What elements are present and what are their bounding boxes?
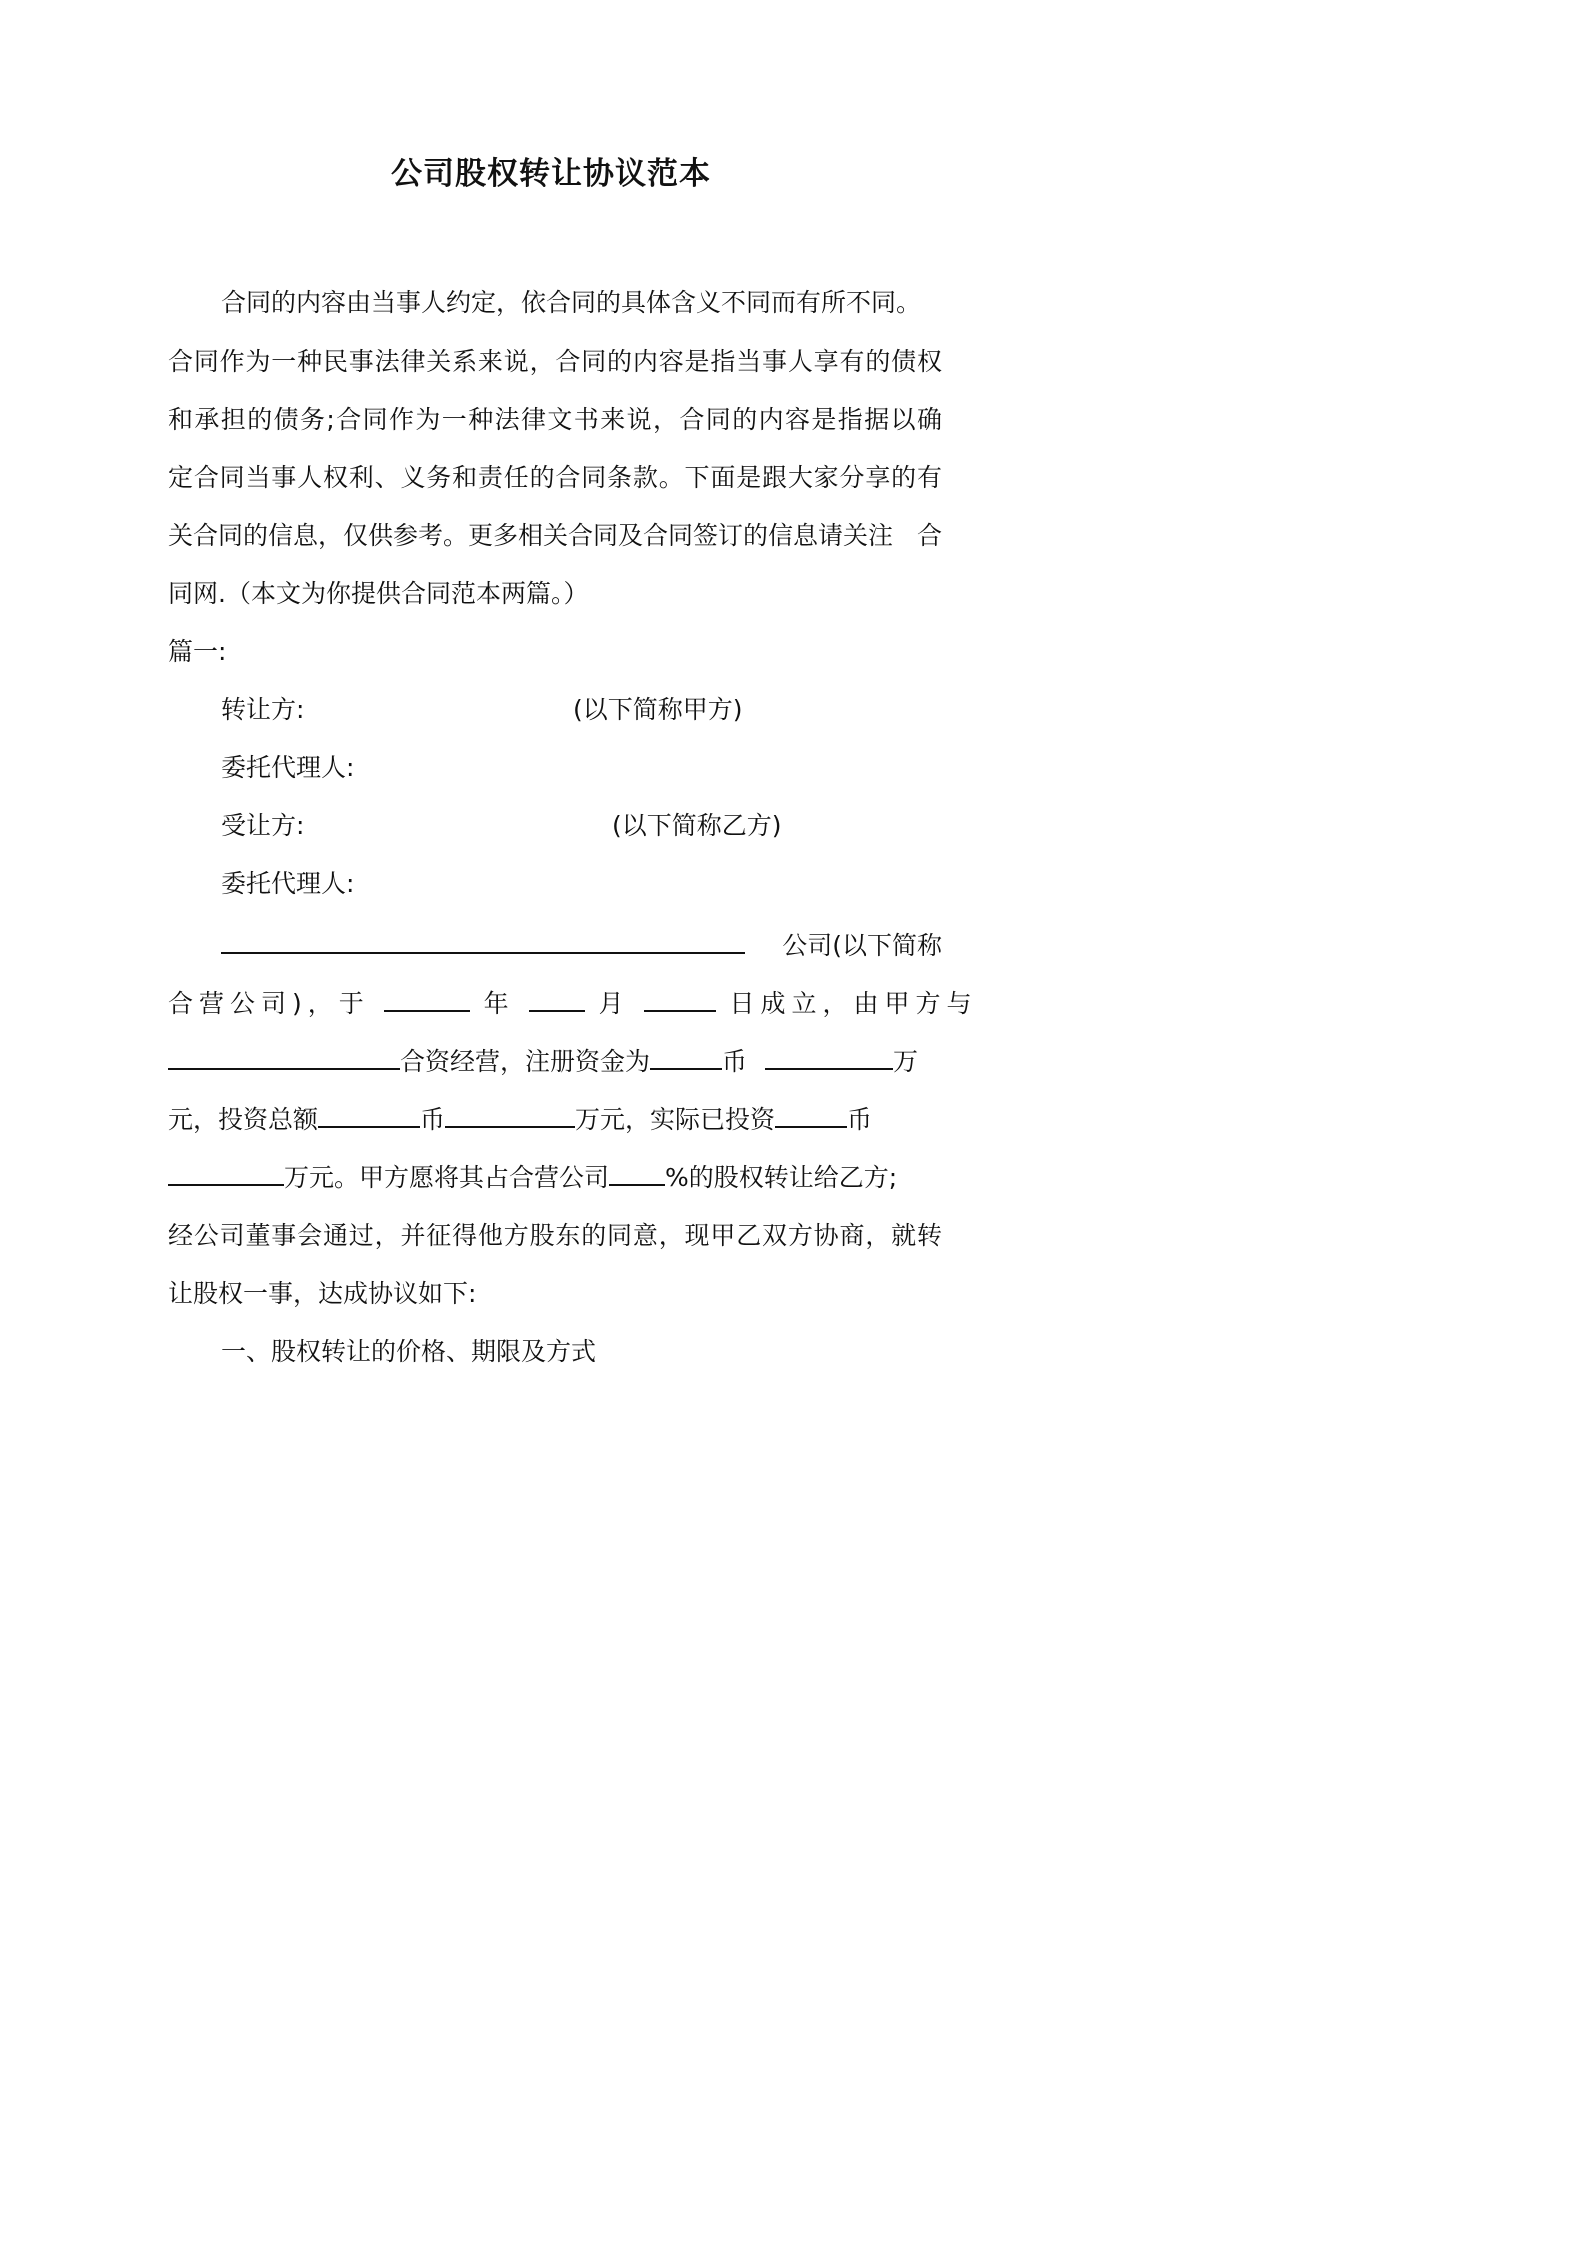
transferee-label: 受让方: [221,811,305,840]
year-blank [384,986,470,1012]
body-line-5-a: 万元。甲方愿将其占合营公司 [284,1163,610,1192]
body-line-3-c: 万 [892,1047,918,1076]
body-line-3 [168,1044,942,1080]
registered-currency-blank [650,1044,722,1070]
intro-line-2: 合同作为一种民事法律关系来说，合同的内容是指当事人享有的债权 [168,347,942,376]
intro-line-6: 同网.（本文为你提供合同范本两篇。） [168,579,589,608]
body-line-4-a: 元，投资总额 [168,1105,319,1134]
body-line-1-tail: 公司(以下简称 [782,931,942,960]
company-name-blank [221,928,745,954]
body-line-1 [221,928,942,964]
registered-amount-blank [765,1044,893,1070]
body-line-7: 让股权一事，达成协议如下: [168,1279,477,1308]
transferee-note: (以下简称乙方) [612,811,782,840]
intro-line-5 [168,518,942,554]
intro-line-3: 和承担的债务;合同作为一种法律文书来说，合同的内容是指据以确 [168,405,942,434]
body-line-2-a: 合营公司)，于 [168,989,370,1018]
body-line-3-a: 合资经营，注册资金为 [400,1047,651,1076]
invested-currency-blank [775,1102,847,1128]
month-blank [529,986,585,1012]
document-page [0,0,1102,1559]
day-blank [644,986,716,1012]
body-line-3-b: 币 [722,1047,748,1076]
body-line-4-d: 币 [847,1105,873,1134]
transferor-note: (以下简称甲方) [573,695,743,724]
intro-line-5-text: 关合同的信息，仅供参考。更多相关合同及合同签订的信息请关注 [168,521,894,550]
body-line-2-b: 年 [483,989,515,1018]
body-line-4-c: 万元，实际已投资 [575,1105,776,1134]
transferor-row [221,692,942,728]
intro-line-5-tail: 合 [916,521,942,550]
agent-row-1: 委托代理人: [221,753,355,782]
total-amount-blank [445,1102,575,1128]
body-line-6: 经公司董事会通过，并征得他方股东的同意，现甲乙双方协商，就转 [168,1221,942,1250]
body-line-2 [168,986,978,1022]
body-line-2-c: 月 [598,989,630,1018]
total-currency-blank [318,1102,420,1128]
intro-line-1: 合同的内容由当事人约定，依合同的具体含义不同而有所不同。 [221,288,922,317]
body-line-4 [168,1102,942,1138]
part-heading: 篇一: [168,637,227,666]
invested-amount-blank [168,1160,284,1186]
document-title: 公司股权转让协议范本 [391,156,711,192]
body-line-5 [168,1160,942,1196]
intro-line-4: 定合同当事人权利、义务和责任的合同条款。下面是跟大家分享的有 [168,463,942,492]
share-percent-blank [609,1160,665,1186]
agent-row-2: 委托代理人: [221,869,355,898]
section-1-heading: 一、股权转让的价格、期限及方式 [221,1337,597,1366]
partner-blank [168,1044,400,1070]
body-line-2-d: 日成立，由甲方与 [729,989,978,1018]
transferor-label: 转让方: [221,695,305,724]
body-line-4-b: 币 [420,1105,446,1134]
body-line-5-b: %的股权转让给乙方; [665,1163,898,1192]
transferee-row [221,808,942,844]
